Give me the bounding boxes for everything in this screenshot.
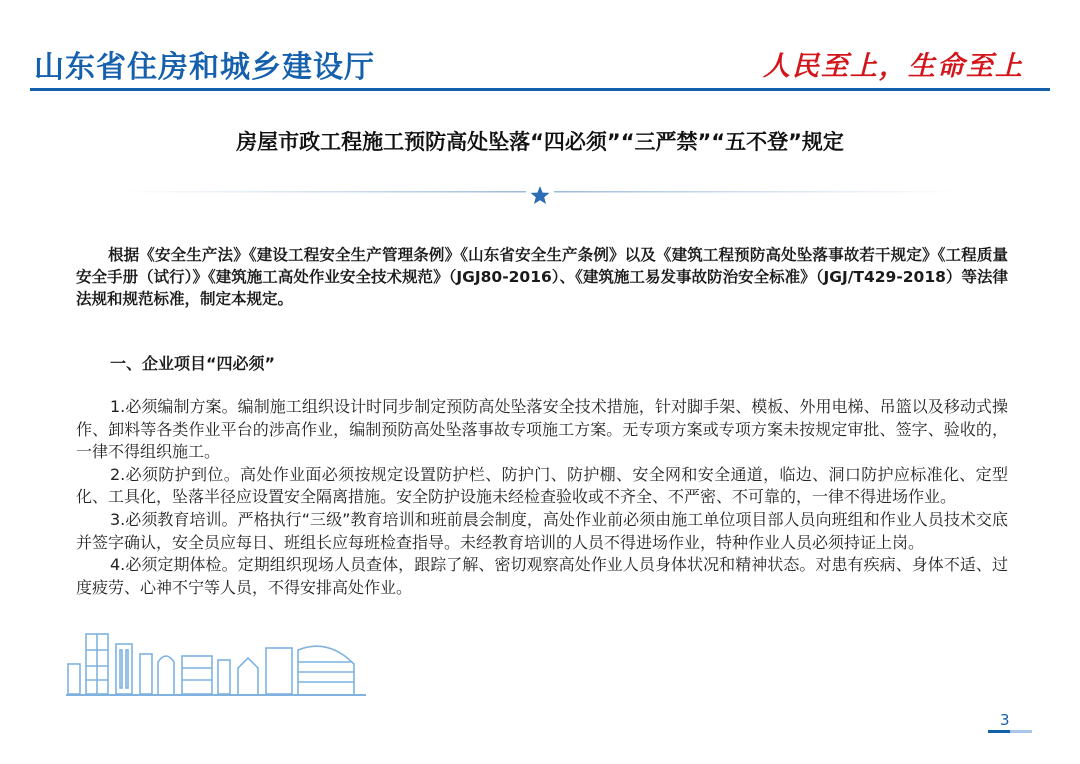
org-title: 山东省住房和城乡建设厅 [34, 50, 375, 85]
list-item: 3.必须教育培训。严格执行“三级”教育培训和班前晨会制度，高处作业前必须由施工单位项目部人员向班组和作业人员技术交底并签字确认，安全员应每日、班组长应每班检查指导。未经教育培训的人员不得进场作业，特种作业人员必须持证上岗。 [76, 509, 1008, 552]
city-skyline-icon [66, 628, 366, 698]
list-item: 1.必须编制方案。编制施工组织设计时同步制定预防高处坠落安全技术措施，针对脚手架、模板、外用电梯、吊篮以及移动式操作、卸料等各类作业平台的涉高作业，编制预防高处坠落事故专项施工方案。无专项方案或专项方案未按规定审批、签字、验收的，一律不得组织施工。 [76, 397, 1008, 462]
list-item: 2.必须防护到位。高处作业面必须按规定设置防护栏、防护门、防护棚、安全网和安全通道，临边、洞口防护应标准化、定型化、工具化，坠落半径应设置安全隔离措施。安全防护设施未经检查验收或不齐全、不严密、不可靠的，一律不得进场作业。 [76, 464, 1008, 507]
document-title: 房屋市政工程施工预防高处坠落“四必须”“三严禁”“五不登”规定 [236, 130, 844, 154]
section-heading: 一、企业项目“四必须” [110, 354, 276, 373]
list-item: 4.必须定期体检。定期组织现场人员查体，跟踪了解、密切观察高处作业人员身体状况和精神状态。对患有疾病、身体不适、过度疲劳、心神不宁等人员，不得安排高处作业。 [76, 555, 1008, 597]
header [0, 0, 1080, 95]
requirements-list [76, 396, 1008, 599]
intro-paragraph: 根据《安全生产法》《建设工程安全生产管理条例》《山东省安全生产条例》以及《建筑工程预防高处坠落事故若干规定》《工程质量安全手册（试行）》《建筑施工高处作业安全技术规范》（JGJ80-2016）、《建筑施工易发事故防治安全标准》（JGJ/T429-2018）等法律法规和规范标准，制定本规定。 [76, 246, 1008, 308]
star-icon [530, 186, 549, 204]
page-number-rule [988, 730, 1032, 734]
title-divider [112, 183, 968, 209]
slogan: 人民至上，生命至上 [763, 51, 1024, 82]
header-rule [30, 88, 1050, 92]
page-number: 3 [1000, 711, 1010, 729]
